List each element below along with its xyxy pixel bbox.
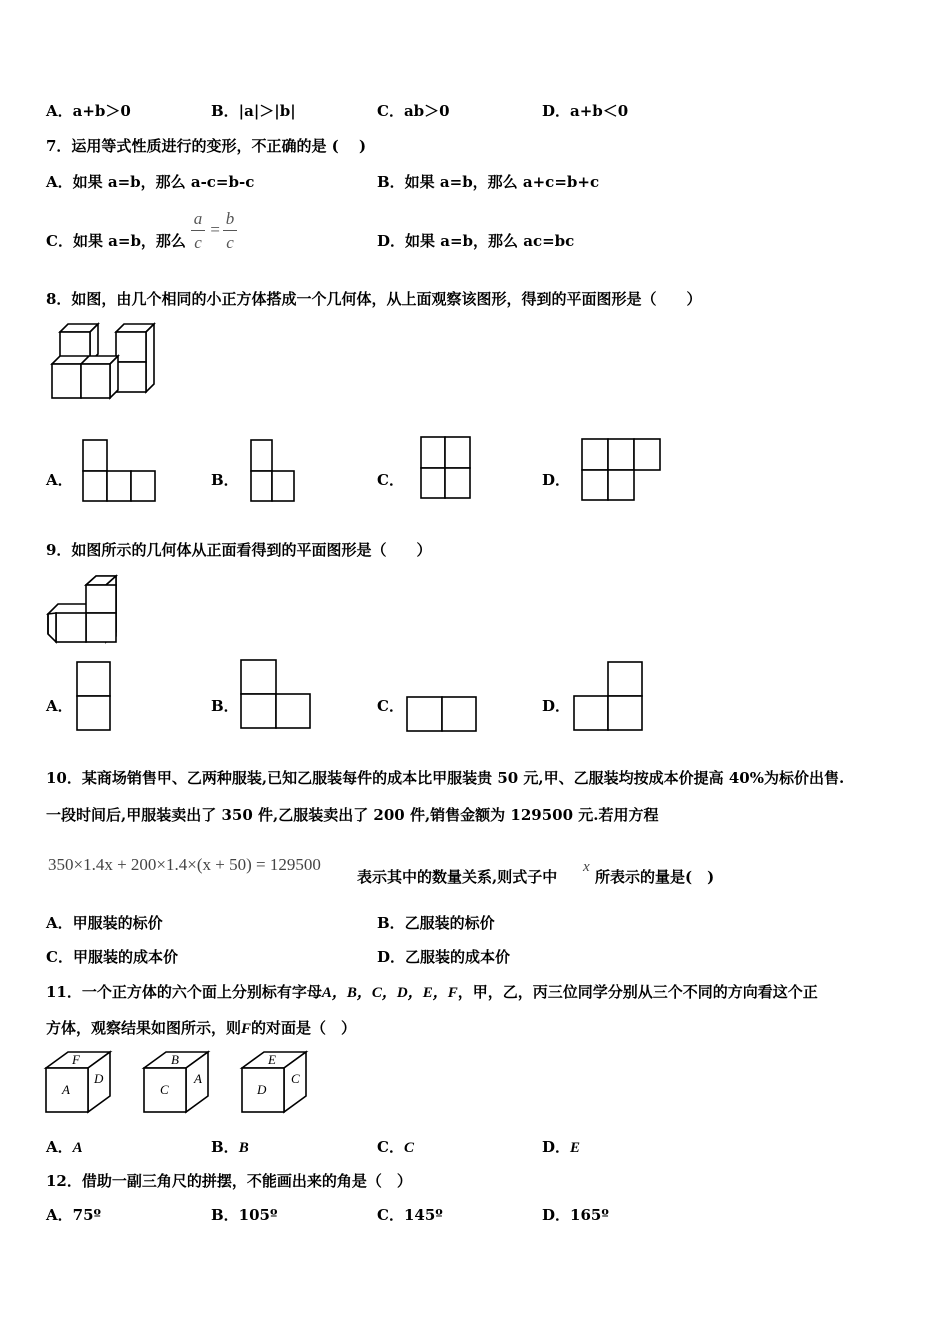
- q11-line-2-var: F: [241, 1021, 252, 1037]
- q11-option-d-label: D．: [542, 1138, 571, 1156]
- q11-option-c-label: C．: [377, 1138, 404, 1156]
- q6-option-a: A．a+b＞0: [46, 102, 131, 120]
- q10-line-1: 10．某商场销售甲、乙两种服装,已知乙服装每件的成本比甲服装贵 50 元,甲、乙服装均按成本价提高 40%为标价出售.: [46, 769, 845, 787]
- q10-option-d: D．乙服装的成本价: [377, 948, 511, 966]
- cube-1-side-letter: D: [94, 1071, 104, 1086]
- fraction-equals: =: [209, 220, 221, 239]
- cube-1-top-letter: F: [72, 1052, 80, 1067]
- q9-option-a-figure: [76, 661, 114, 733]
- q11-option-a-value: A: [72, 1140, 83, 1156]
- q12-option-b: B．105º: [211, 1206, 278, 1224]
- cube-3-top-letter: E: [268, 1052, 276, 1067]
- q12-option-d: D．165º: [542, 1206, 609, 1224]
- q9-stem: 9．如图所示的几何体从正面看得到的平面图形是（ ）: [46, 541, 432, 559]
- q11-option-b-value: B: [238, 1140, 249, 1156]
- q10-line-3a: 表示其中的数量关系,则式子中: [357, 868, 558, 886]
- q9-option-a: A．: [46, 697, 73, 715]
- q11-option-c-value: C: [403, 1140, 414, 1156]
- q7-stem: 7．运用等式性质进行的变形，不正确的是 ( ): [46, 137, 367, 155]
- q8-solid-figure: [46, 320, 161, 402]
- q11-option-d-value: E: [570, 1140, 581, 1156]
- q11-option-c: [377, 1140, 414, 1156]
- q9-option-d-figure: [573, 661, 647, 733]
- q8-option-b: B．: [211, 471, 239, 489]
- q9-option-c-figure: [406, 696, 480, 734]
- q11-option-b-label: B．: [211, 1138, 239, 1156]
- q12-option-a: A．75º: [46, 1206, 102, 1224]
- fraction-bar-right: [223, 230, 237, 231]
- q10-equation: 350×1.4x + 200×1.4×(x + 50) = 129500: [48, 855, 321, 874]
- q9-solid-figure: [46, 574, 120, 646]
- q11-option-d: [542, 1140, 580, 1156]
- q8-stem: 8．如图，由几个相同的小正方体搭成一个几何体，从上面观察该图形，得到的平面图形是（ ）: [46, 290, 702, 308]
- q8-option-b-figure: [250, 439, 298, 503]
- q8-option-a-figure: [82, 439, 158, 503]
- q11-letters: A，B，C，D，E，F: [321, 985, 458, 1001]
- q8-option-c: C．: [377, 471, 404, 489]
- q7-option-c: C．如果 a=b，那么: [46, 232, 186, 250]
- q11-line-2: [46, 1021, 356, 1037]
- q11-option-a: [46, 1140, 83, 1156]
- cube-2-top-letter: B: [171, 1052, 179, 1067]
- fraction-b-numerator: b: [225, 209, 235, 228]
- q6-option-c: C．ab＞0: [377, 102, 450, 120]
- q11-cube-1: [44, 1050, 114, 1116]
- q7-option-a: A．如果 a=b，那么 a-c=b-c: [46, 173, 255, 191]
- fraction-bar-left: [191, 230, 205, 231]
- q10-line-2: 一段时间后,甲服装卖出了 350 件,乙服装卖出了 200 件,销售金额为 129500 元.若用方程: [46, 806, 659, 824]
- q11-line-1: [46, 985, 818, 1001]
- q8-option-d-figure: [581, 438, 663, 502]
- q11-option-b: [211, 1140, 249, 1156]
- q7-option-d: D．如果 a=b，那么 ac=bc: [377, 232, 575, 250]
- q12-option-c: C．145º: [377, 1206, 443, 1224]
- cube-2-front-letter: C: [160, 1082, 169, 1097]
- q8-option-a: A．: [46, 471, 73, 489]
- q10-option-a: A．甲服装的标价: [46, 914, 163, 932]
- q7-option-b: B．如果 a=b，那么 a+c=b+c: [377, 173, 600, 191]
- q8-option-d: D．: [542, 471, 571, 489]
- cube-3-front-letter: D: [257, 1082, 267, 1097]
- q9-option-b: B．: [211, 697, 239, 715]
- q11-cube-3: [240, 1050, 310, 1116]
- q11-line-1-start: 11．一个正方体的六个面上分别标有字母: [46, 983, 322, 1001]
- q6-option-b: B．|a|＞|b|: [211, 102, 296, 120]
- q10-option-c: C．甲服装的成本价: [46, 948, 178, 966]
- cube-3-side-letter: C: [291, 1071, 300, 1086]
- q11-line-1-end: ，甲，乙，丙三位同学分别从三个不同的方向看这个正: [457, 983, 818, 1001]
- q10-line-3b: 所表示的量是( ): [595, 868, 715, 886]
- q11-line-2-start: 方体，观察结果如图所示，则: [46, 1019, 242, 1037]
- q11-line-2-end: 的对面是（ ）: [251, 1019, 357, 1037]
- q10-option-b: B．乙服装的标价: [377, 914, 495, 932]
- q6-option-d: D．a+b＜0: [542, 102, 629, 120]
- q9-option-d: D．: [542, 697, 571, 715]
- q12-stem: 12．借助一副三角尺的拼摆，不能画出来的角是（ ）: [46, 1172, 412, 1190]
- fraction-a-denominator: c: [194, 233, 202, 252]
- cube-2-side-letter: A: [194, 1071, 202, 1086]
- q11-cube-2: [142, 1050, 212, 1116]
- q9-option-c: C．: [377, 697, 404, 715]
- q10-variable-x: x: [583, 859, 590, 875]
- cube-1-front-letter: A: [62, 1082, 70, 1097]
- q11-option-a-label: A．: [46, 1138, 73, 1156]
- q8-option-c-figure: [420, 436, 474, 500]
- fraction-b-denominator: c: [226, 233, 234, 252]
- fraction-a-numerator: a: [193, 209, 203, 228]
- q9-option-b-figure: [240, 659, 314, 731]
